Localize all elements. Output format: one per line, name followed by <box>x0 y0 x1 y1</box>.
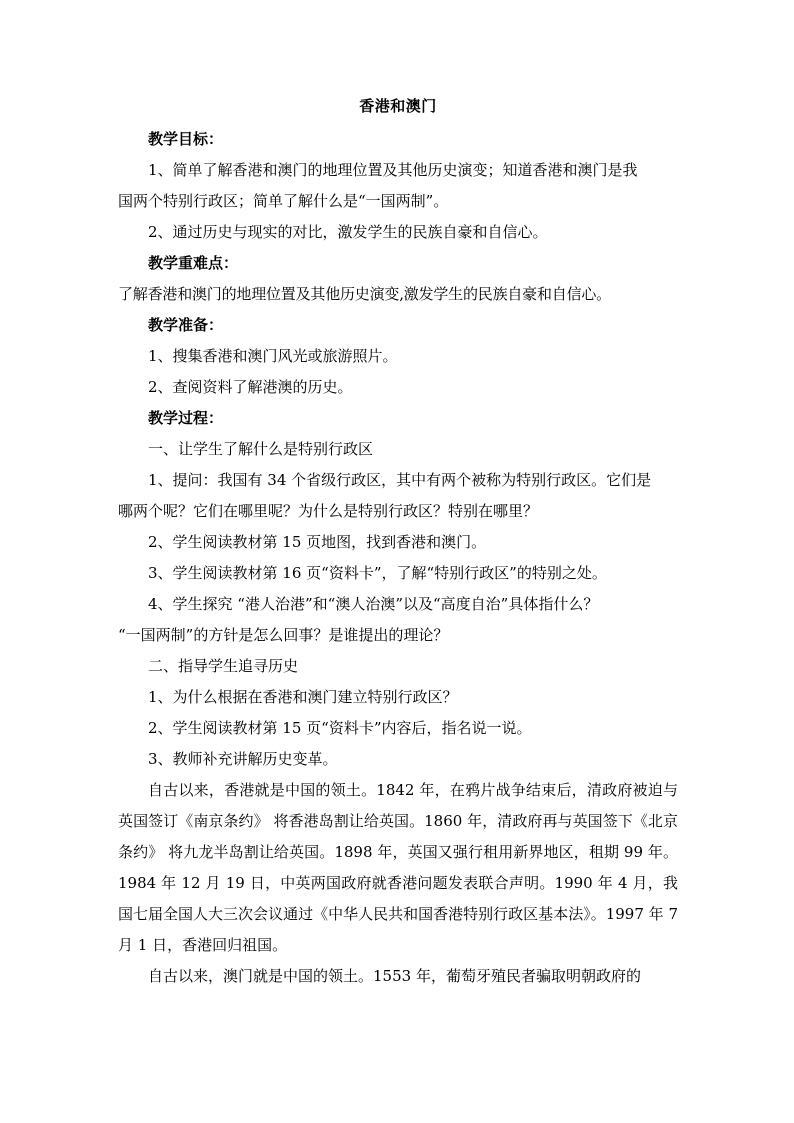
part-1-heading: 一、让学生了解什么是特别行政区 <box>148 440 374 458</box>
objective-1-line-1: 1、简单了解香港和澳门的地理位置及其他历史演变；知道香港和澳门是我 <box>148 161 638 179</box>
objective-1-line-2: 国两个特别行政区；简单了解什么是“一国两制”。 <box>118 192 449 210</box>
preparation-heading: 教学准备： <box>148 316 224 334</box>
macau-history-paragraph-start: 自古以来，澳门就是中国的领土。1553 年，葡萄牙殖民者骗取明朝政府的 <box>148 967 641 985</box>
document-page <box>118 96 678 992</box>
part-1-item-1-line-1: 1、提问：我国有 34 个省级行政区，其中有两个被称为特别行政区。它们是 <box>148 471 652 489</box>
hongkong-history-paragraph: 自古以来，香港就是中国的领土。1842 年，在鸦片战争结束后，清政府被迫与英国签订《南京条约》 将香港岛割让给英国。1860 年，清政府再与英国签下《北京条约》 将九龙半岛割让给英国。1898 年，英国又强行租用新界地区，租期 99 年。1984 年 12 月 19 日，中英两国政府就香港问题发表联合声明。1990 年 4 月，我国七届全国人大三次会议通过《中华人民共和国香港特别行政区基本法》。1997 年 7 月 1 日，香港回归祖国。 <box>118 781 678 954</box>
key-points-text: 了解香港和澳门的地理位置及其他历史演变,激发学生的民族自豪和自信心。 <box>118 285 611 303</box>
preparation-item-2: 2、查阅资料了解港澳的历史。 <box>148 378 353 396</box>
objective-2: 2、通过历史与现实的对比，激发学生的民族自豪和自信心。 <box>148 223 548 241</box>
part-2-item-1: 1、为什么根据在香港和澳门建立特别行政区？ <box>148 688 458 706</box>
part-1-item-2: 2、学生阅读教材第 15 页地图，找到香港和澳门。 <box>148 533 487 551</box>
process-heading: 教学过程： <box>148 409 224 427</box>
part-2-heading: 二、指导学生追寻历史 <box>148 657 299 675</box>
part-1-item-4-line-2: “一国两制”的方针是怎么回事？是谁提出的理论？ <box>118 626 449 644</box>
part-1-item-1-line-2: 哪两个呢？它们在哪里呢？为什么是特别行政区？特别在哪里？ <box>118 502 539 520</box>
preparation-item-1: 1、搜集香港和澳门风光或旅游照片。 <box>148 347 398 365</box>
part-1-item-4-line-1: 4、学生探究 “港人治港”和“澳人治澳”以及“高度自治”具体指什么？ <box>148 595 599 613</box>
document-title: 香港和澳门 <box>359 97 437 115</box>
part-2-item-3: 3、教师补充讲解历史变革。 <box>148 750 338 768</box>
objectives-heading: 教学目标： <box>148 130 224 148</box>
part-2-item-2: 2、学生阅读教材第 15 页“资料卡”内容后，指名说一说。 <box>148 719 532 737</box>
key-points-heading: 教学重难点： <box>148 254 239 272</box>
part-1-item-3: 3、学生阅读教材第 16 页“资料卡”，了解“特别行政区”的特别之处。 <box>148 564 607 582</box>
